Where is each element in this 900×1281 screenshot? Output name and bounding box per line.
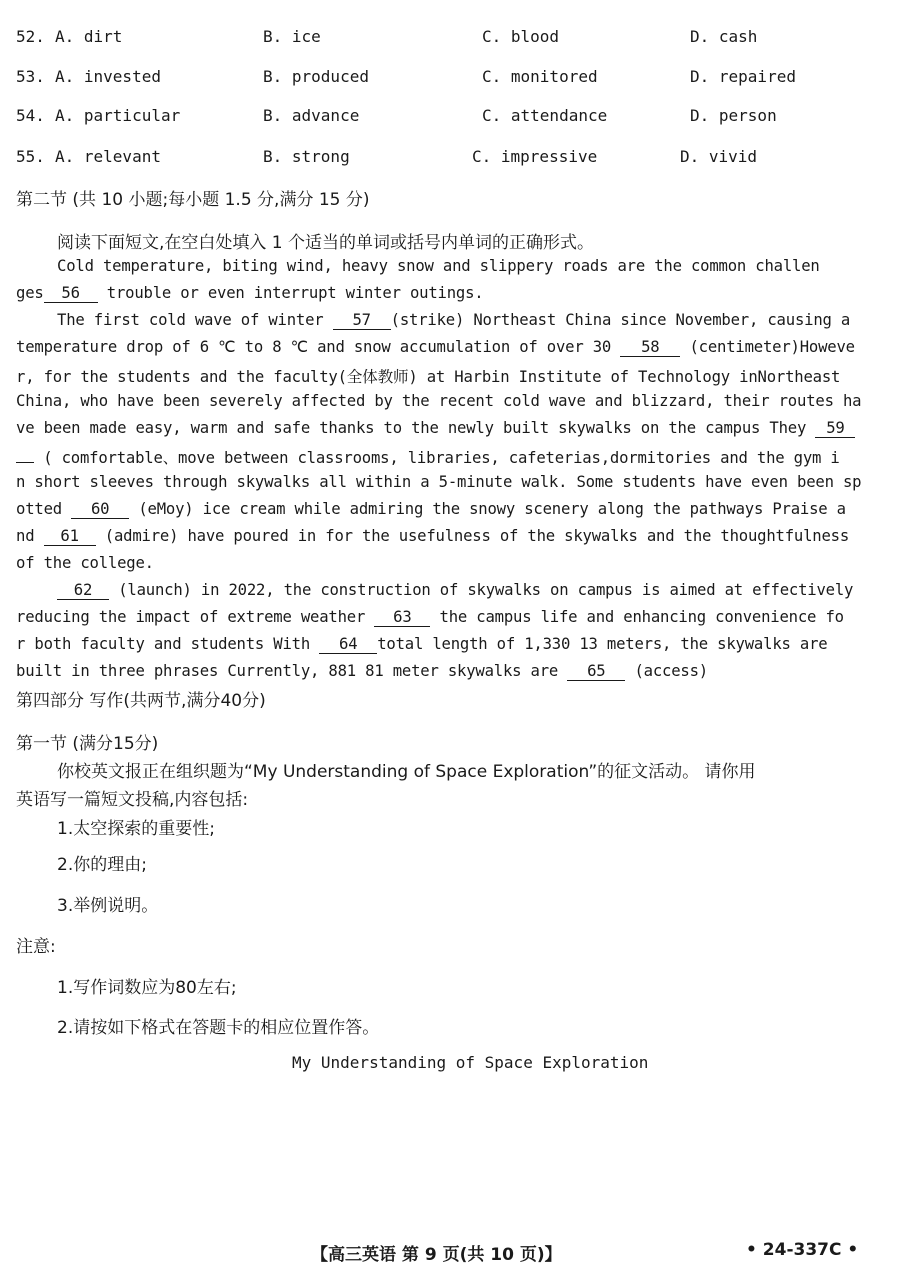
section2-instruction: 阅读下面短文,在空白处填入 1 个适当的单词或括号内单词的正确形式。 — [57, 233, 595, 253]
option-b: B. strong — [263, 147, 350, 166]
passage-line-12: of the college. — [16, 554, 154, 572]
part4-heading: 第四部分 写作(共两节,满分40分) — [16, 691, 266, 711]
passage-line-8 — [16, 446, 888, 468]
option-d: D. repaired — [690, 67, 796, 86]
passage-line-1: Cold temperature, biting wind, heavy snow and slippery roads are the common challen — [57, 257, 820, 275]
passage-line-4 — [16, 338, 888, 357]
note-label: 注意: — [16, 937, 56, 957]
option-c: C. monitored — [482, 67, 598, 86]
section1-heading: 第一节 (满分15分) — [16, 734, 159, 754]
question-number: 52. — [16, 27, 45, 46]
question-number: 55. — [16, 147, 45, 166]
passage-text: ges — [16, 284, 44, 302]
blank-56: 56 — [44, 285, 98, 303]
passage-text: reducing the impact of extreme weather — [16, 608, 375, 626]
blank-61: 61 — [44, 528, 96, 546]
passage-text: (admire) have poured in for the usefulness of the skywalks and the thoughtfulness — [95, 527, 850, 545]
passage-text: ( comfortable、move between classrooms, libraries, cafeterias,dormitories and the gym i — [34, 449, 840, 467]
option-b: B. ice — [263, 27, 321, 46]
page-footer-label: 【高三英语 第 9 页(共 10 页)】 — [311, 1245, 562, 1265]
passage-line-5: r, for the students and the faculty(全体教师) at Harbin Institute of Technology inNortheast — [16, 368, 841, 386]
passage-line-16 — [16, 662, 888, 681]
content-item-3: 3.举例说明。 — [57, 896, 159, 916]
passage-text: the campus life and enhancing convenience fo — [430, 608, 844, 626]
writing-prompt-line-2: 英语写一篇短文投稿,内容包括: — [16, 790, 249, 810]
blank-58: 58 — [620, 339, 680, 357]
passage-text: (eMoy) ice cream while admiring the snowy scenery along the pathways Praise a — [129, 500, 846, 518]
passage-text: (strike) Northeast China since November, causing a — [390, 311, 851, 329]
content-item-2: 2.你的理由; — [57, 855, 147, 875]
writing-prompt-line-1: 你校英文报正在组织题为“My Understanding of Space Exploration”的征文活动。 请你用 — [57, 762, 756, 782]
passage-line-2 — [16, 284, 888, 303]
content-item-1: 1.太空探索的重要性; — [57, 819, 215, 839]
passage-text: The first cold wave of winter — [57, 311, 333, 329]
option-c: C. attendance — [482, 106, 608, 125]
passage-line-7 — [16, 419, 888, 438]
passage-line-13 — [16, 581, 888, 600]
blank-59: 59 — [815, 420, 855, 438]
passage-line-6: China, who have been severely affected by the recent cold wave and blizzard, their routes ha — [16, 392, 862, 410]
option-b: B. advance — [263, 106, 360, 125]
blank-64: 64 — [319, 636, 377, 654]
passage-line-11 — [16, 527, 888, 546]
passage-text: (launch) in 2022, the construction of skywalks on campus is aimed at effectively — [109, 581, 854, 599]
option-c: C. impressive — [472, 147, 598, 166]
passage-line-9: n short sleeves through skywalks all within a 5-minute walk. Some students have even been sp — [16, 473, 862, 491]
note-1: 1.写作词数应为80左右; — [57, 978, 237, 998]
blank-60: 60 — [71, 501, 129, 519]
question-number: 54. — [16, 106, 45, 125]
passage-line-15 — [16, 635, 888, 654]
passage-text: r both faculty and students With — [16, 635, 320, 653]
blank-65: 65 — [567, 663, 625, 681]
option-d: D. cash — [690, 27, 758, 46]
blank-62: 62 — [57, 582, 109, 600]
option-b: B. produced — [263, 67, 369, 86]
option-c: C. blood — [482, 27, 560, 46]
blank-63: 63 — [374, 609, 430, 627]
question-number: 53. — [16, 67, 45, 86]
passage-line-10 — [16, 500, 888, 519]
passage-text: (centimeter)Howeve — [680, 338, 855, 356]
exam-code: • 24-337C • — [746, 1240, 859, 1260]
passage-text: otted — [16, 500, 72, 518]
passage-text: temperature drop of 6 ℃ to 8 ℃ and snow accumulation of over 30 — [16, 338, 621, 356]
passage-text: ve been made easy, warm and safe thanks to the newly built skywalks on the campus They — [16, 419, 816, 437]
section2-heading: 第二节 (共 10 小题;每小题 1.5 分,满分 15 分) — [16, 190, 370, 210]
passage-text: total length of 1,330 13 meters, the skywalks are — [377, 635, 828, 653]
essay-title: My Understanding of Space Exploration — [292, 1053, 649, 1072]
option-d: D. vivid — [680, 147, 758, 166]
option-a: A. particular — [55, 106, 181, 125]
passage-line-14 — [16, 608, 888, 627]
passage-text: nd — [16, 527, 44, 545]
option-a: A. relevant — [55, 147, 161, 166]
note-2: 2.请按如下格式在答题卡的相应位置作答。 — [57, 1018, 380, 1038]
passage-text: trouble or even interrupt winter outings. — [97, 284, 484, 302]
option-a: A. invested — [55, 67, 161, 86]
option-d: D. person — [690, 106, 777, 125]
blank-57: 57 — [333, 312, 391, 330]
option-a: A. dirt — [55, 27, 123, 46]
passage-text: built in three phrases Currently, 881 81 meter skywalks are — [16, 662, 568, 680]
blank-59-continued — [16, 462, 34, 463]
passage-text: (access) — [625, 662, 708, 680]
passage-line-3 — [16, 311, 888, 330]
